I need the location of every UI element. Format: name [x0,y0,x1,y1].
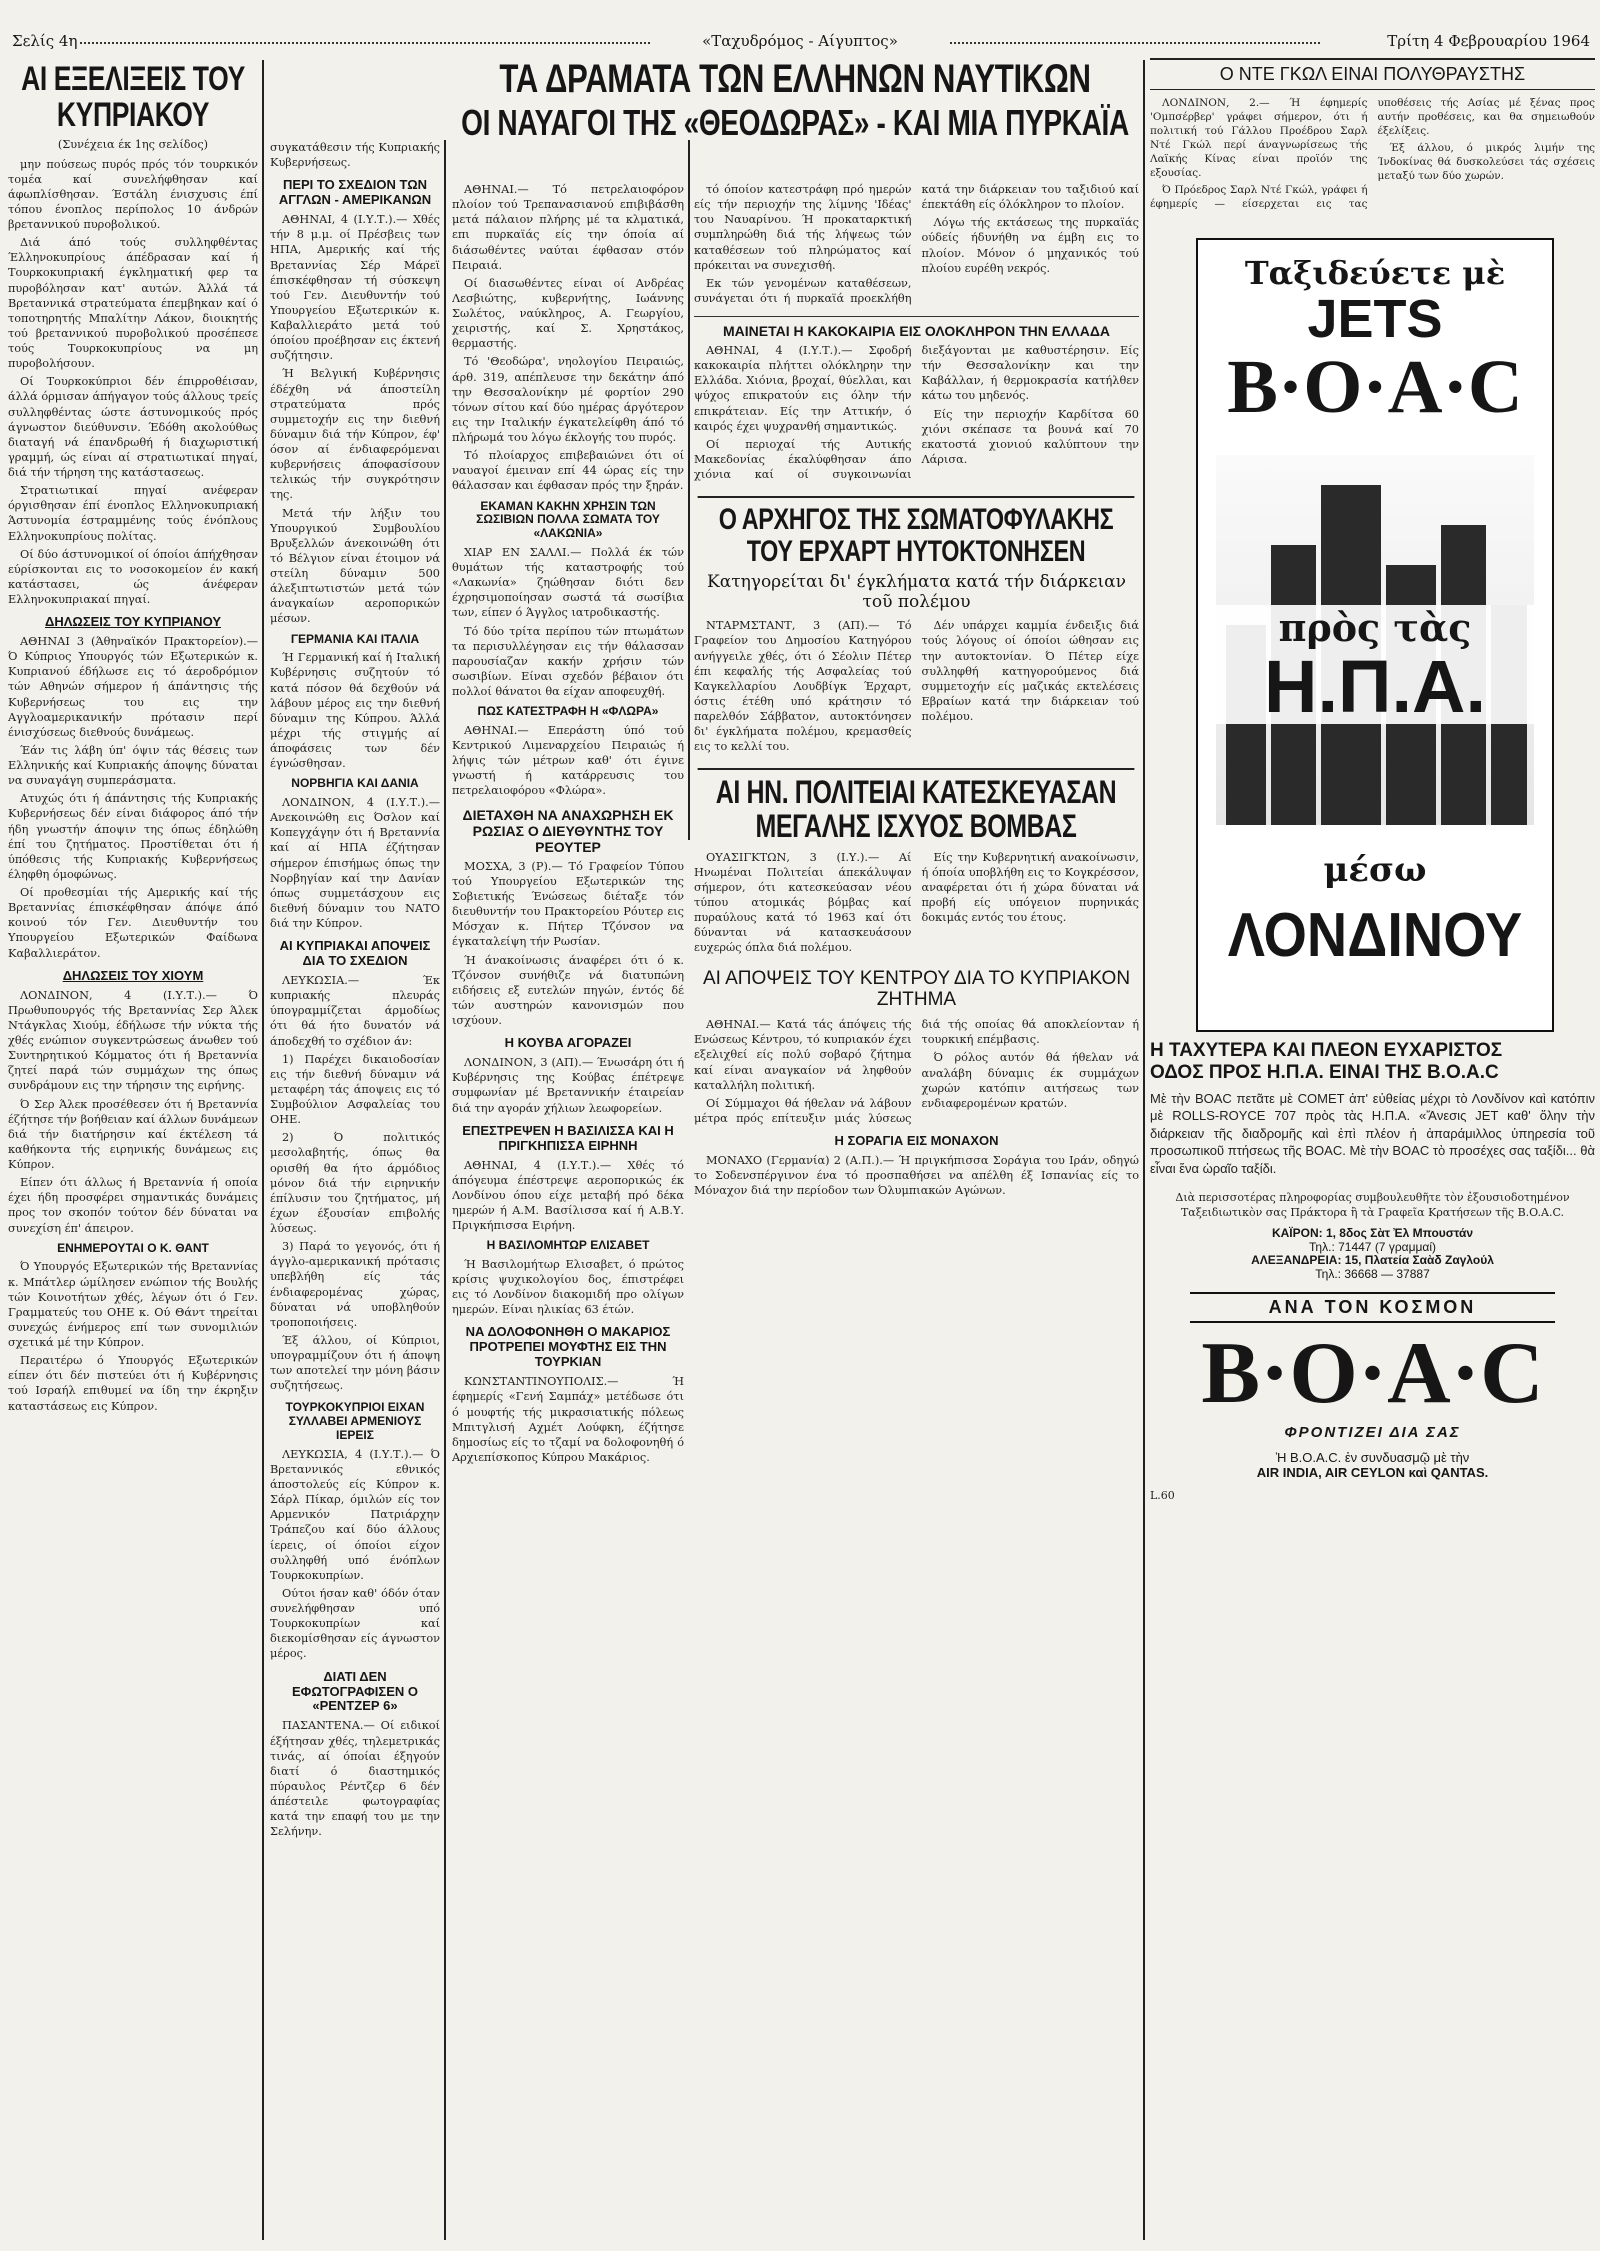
subhead-flora: ΠΩΣ ΚΑΤΕΣΤΡΑΦΗ Η «ΦΛΩΡΑ» [477,704,659,719]
ad2-code: L.60 [1150,1489,1175,1503]
ad2-alex-tel: Τηλ.: 36668 — 37887 [1315,1267,1430,1282]
page-number: Σελίς 4η [12,32,78,50]
bodyguard-deck: Κατηγορείται δι' έγκλήματα κατά τήν διάρκειαν τοῦ πολέμου [707,572,1126,612]
bomb-body: ΟΥΑΣΙΓΚΤΩΝ, 3 (Ι.Υ.).— Αί Ηνωμέναι Πολιτείαι άπεκάλυψαν σήμερον, ότι κατεσκεύασαν νέου τύπου ατομικάς βόμβας καί πυραύλους κατά τό 1963 καί ότι δύνανται νά κατασκευάσουν ευχερώς όπλα διά πολέμου. Είς την Κυβερνητική ανακοίνωσιν, ή όποία υποβλήθη εις το Κογκρέσσον, αναφέρεται ότι ή χώρα δύναται νά προβή είς υπόγειον πυρηνικάς δοκιμάς εντός του έτους. [694,850,1139,955]
ad-boac-logo: B·O·A·C [1227,345,1523,429]
bodyguard-body: ΝΤΑΡΜΣΤΑΝΤ, 3 (ΑΠ).— Τό Γραφείον του Δημοσίου Κατηγόρου ανήγγειλε χθές, ότι ό Σέολιν Πέτερ έπι κεφαλής τής Ασφαλείας τού Καγκελλαρίου Λουδβίγκ Έρχαρτ, όστις έτέθη υπό κράτησιν τό παρελθόν Σάββατον, αυτοκτόνησεν δι' έγκλήματα πολέμου, κρεμασθείς εις το κελλί του. Δέν υπάρχει καμμία ένδειξις διά τούς λόγους οί όποίοι ώθησαν εις την αυτοκτονίαν. Ό Πέτερ είχε συλληφθή κατηγορούμενος διά συμμετοχήν είς μαζικάς εκτελέσεις Εβραίων κατά την διάρκειαν τού πολέμου. [694,619,1139,754]
weather-body: ΑΘΗΝΑΙ, 4 (Ι.Υ.Τ.).— Σφοδρή κακοκαιρία πλήττει ολόκληρην την Ελλάδα. Χιόνια, βροχαί, θύελλαι, και ψύχος επικρατούν εις όλην τήν επικράτειαν. Είς την Αττικήν, ό καιρός έχει ψυχρανθή σημαντικώς. Οί περιοχαί τής Αυτικής Μακεδονίας έκαλύφθησαν άπο χιόνια καί οί συγκοινωνίαι διεξάγονται με καθυστέρησιν. Είς τήν Θεσσαλονίκην και την Καβάλλαν, ή θερμοκρασία κατήλθεν κάτω του μηδενός. Είς την περιοχήν Καρδίτσα 60 χιόνι σκέπασε τα βουνά καί 70 εκατοστά χιονιού καλύπτουν την Λάρισα. [694,344,1139,482]
subhead-thant: ΕΝΗΜΕΡΟΥΤΑΙ Ο Κ. ΘΑΝΤ [57,1240,209,1255]
ad2-boac-logo: B·O·A·C [1201,1324,1544,1422]
makarios-body: ΚΩΝΣΤΑΝΤΙΝΟΥΠΟΛΙΣ.— Ή έφημερίς «Γενή Σαμπάχ» μετέδωσε ότι ό μουφτής τής μικρασιατικής πόλεως Μπιτγλισή Αχμέτ Λούφκη, έζήτησε δημοσίως είς το τζαμί να δολοφονηθή ό Αρχιεπίσκοπος Κύπρου Μακάριος. [452,1375,684,1464]
plan-body: ΑΘΗΝΑΙ, 4 (Ι.Υ.Τ.).— Χθές τήν 8 μ.μ. οί Πρέσβεις των ΗΠΑ, Αμερικής καί τής Βρεταννίας Σέρ Μάρεϊ έπισκέφθησαν τή σύσκεψη τού Γεν. Διευθυντήν τού Υπουργείου Εξωτερικών κ. Καβαλλιεράτο μετά τού όποίου προέβησαν εις έκτενή συζήτησιν. Ή Βελγική Κυβέρνησις έδέχθη νά άποστείλη στρατεύματα πρός συμμετοχήν εις την διεθνή δύναμιν διά τήν Κύπρον, έφ' όσον αί ένδιαφερόμεναι κυβερνήσεις άποφασίσουν τελικώς τήν συγκρότησιν της. Μετά τήν λήξιν του Υπουργικού Συμβουλίου Βρυξελλών άνεκοινώθη ότι τό Βέλγιον είναι έτοιμον νά στείλη δύναμιν 500 άλεξιπτωτιστών μετά τών άναγκαίων αεροπορικών μέσων. [270,213,440,626]
queen-body: ΑΘΗΝΑΙ, 4 (Ι.Υ.Τ.).— Χθές τό άπόγευμα έπέστρεψε αεροπορικώς έκ Λονδίνου όπου είχε μεταβή πρό δέκα ημερών ή Α.Μ. Βασίλισσα καί ή Α.Β.Υ. Πριγκήπισσα Ειρήνη. [452,1158,684,1233]
subhead-soraya: Η ΣΟΡΑΓΙΑ ΕΙΣ ΜΟΝΑΧΟΝ [834,1133,999,1149]
kyprianou-body: ΑΘΗΝΑΙ 3 (Άθηναϊκόν Πρακτορείον).— Ό Κύπριος Υπουργός τών Εξωτερικών κ. Κυπριανού έδήλωσε εις τό άεροδρόμιον τών Αθηνών σήμερον ή άπάντησις τής Κυβερνήσεως του εις την Αγγλοαμερικανικήν πρότασιν περί ένισχύσεως διεθνούς δυνάμεως. Έάν τις λάβη ύπ' όψιν τάς θέσεις των Ελληνικής καί Κυπριακής άποψης δύναται να συναγάγη συμπεράσματα. Ατυχώς ότι ή άπάντησις τής Κυπριακής Κυβερνήσεως δέν είναι διάφορος άπό τήν ήδη γνωστήν άποψιν της όπως έδηλώθη έπί του ζητήματος. Προστίθεται ότι ή ύπόθεσις τής Κυπριακής Κυβερνήσεως έληφθη όμοφώνως. Οί προθεσμίαι τής Αμερικής καί τής Βρεταννίας έπισκέφθησαν άπόψε άπό κοινού τόν Γεν. Διευθυντήν του Υπουργείου Εξωτερικών Φαίδωνα Καβαλλιεράτον. [8,635,258,960]
column-news [694,182,1139,2242]
ad-via-label: μέσω [1323,850,1427,890]
paper-name: «Ταχυδρόμος - Αίγυπτος» [702,32,898,50]
column-plan [270,140,440,2240]
continuation-note: (Συνέχεια έκ 1ης σελίδος) [57,138,209,152]
cyprus-headline: ΑΙ ΕΞΕΛΙΞΕΙΣ ΤΟΥ ΚΥΠΡΙΑΚΟΥ [21,62,245,134]
center-views-headline: ΑΙ ΑΠΟΨΕΙΣ ΤΟΥ ΚΕΝΤΡΟΥ ΔΙΑ ΤΟ ΚΥΠΡΙΑΚΟΝ ΖΗΤΗΜΑ [702,967,1131,1011]
ranger-body: ΠΑΣΑΝΤΕΝΑ.— Οί ειδικοί έξήτησαν χθές, τηλεμετρικάς τινάς, αί όποίαι έξηγούν διατί ό διαστημικός πύραυλος Ρέντζερ 6 δέν άπέστειλε φωτογραφίας κατά την επαφή του με την Σελήνην. [270,1719,440,1839]
cyprus-body: μην πούσεως πυρός πρός τόν τουρκικόν τομέα καί συνελήφθησαν καί άφωπλίσθησαν. Έστάλη ένισχυσις έπί τόπου ένοπλος περίπολος 10 άνδρών βρεταννικού πυροβολικού. Διά άπό τούς συλληφθέντας Έλληνοκυπρίους άπέδρασαν καί ή Τουρκοκυπριακή έγκληματική φερ τα πυροβόλησαν κατ' αυτών. Άλλά τά Βρεταννικά στρατεύματα έπεμβηκαν καί ό τοποτηρητής Μπαλίτην Λάκον, διοικητής τού βρεταννικού πυροβολικού προσέπεσε τούς Τουρκοκυπρίους να μη πυροβολήσουν. Οί Τουρκοκύπριοι δέν έπιρροθέισαν, άλλά όρμισαν άπήγαγον τούς άλλους τρείς συλληφθέντας ώστε άστυνομικούς πρός άγνωστον διεύθυνσιν. Έδόθη ακολούθως διαταγή νά έπανδρωθή ή διαχωριστική γραμμή, ώς είναι αί στρατιωτικαί πηγαί, διά τήν τήρηση της κατάστασεως. Στρατιωτικαί πηγαί ανέφεραν όργισθησαν έπί ένοπλος Ελληνοκυπριακή Άστυνομία έστραμμένης τούς ένόπλους Ελληνοκυπρίους πολίτας. Οί δύο άστυνομικοί οί όποίοι άπήχθησαν εύρίσκονται εις το νοσοκομείον έν κακή κατάστασει, ώς άνέφεραν Ελληνοκυπριακαί πηγαί. [8,157,258,606]
priests-body: ΛΕΥΚΩΣΙΑ, 4 (Ι.Υ.Τ.).— Ό Βρεταννικός εθνικός άποστολεύς είς Κύπρον κ. Σάρλ Πίκαρ, όμιλών είς τον Αρμενικόν Πατριάρχην Τράπεζου καί δύο άλλους ίερεις, οί όποίοι είχον συλληφθή υπό ένόπλων Τουρκοκυπρίων. Ούτοι ήσαν καθ' όδόν όταν συνελήφθησαν υπό Τουρκοκυπρίων καί διεκομίσθησαν είς άγνωστον μέρος. [270,1447,440,1661]
center-views-body: ΑΘΗΝΑΙ.— Κατά τάς άπόψεις τής Ενώσεως Κέντρου, τό κυπριακόν έχει εξελιχθεί είς πολύ σοβαρό ζήτημα καί είναι αναγκαίον νά ληφθούν καταλλήλη πολιτική. Οί Σύμμαχοι θά ήθελαν νά λάβουν μέτρα πρός επίτευξιν μιάς λύσεως διά τής οποίας θά αποκλείονταν ή τουρκική επέμβασις. Ό ρόλος αυτόν θά ήθελαν νά αναλάβη δύναμις έκ συμμάχων χωρών κατόπιν αιτήσεως των ενδιαφερομένων κρατών. [694,1018,1139,1125]
ad-towards: πρὸς τὰς [1278,605,1472,650]
cuba-body: ΛΟΝΔΙΝΟΝ, 3 (ΑΠ).— Ένωσάρη ότι ή Κυβέρνησις της Κούβας έπέτρεψε συμφωνίαν μέ Βρεταννικήν έταιρείαν διά την αγοράν χήλιων λεωφορείων. [452,1056,684,1115]
fire-continuation: τό όποίον κατεστράφη πρό ημερών είς τήν περιοχήν της λίμνης 'Ιδέας' του Ναυαρίνου. Ή προκαταρκτική συμπληρώθη διά τής λήψεως τών καταθέσεων τού πληρώματος καί πρόκειται να συνεχισθή. Εκ τών γενομένων καταθέσεων, συνάγεται ότι ή πυρκαϊά προεκλήθη κατά την διάρκειαν του ταξιδιού καί έπεκτάθη είς όλόκληρον το πλοίον. Λόγω τής εκτάσεως της πυρκαϊάς ούδείς ήδυνήθη να έμβη εις το πλοίον. Μόνον ό μηχανικός τού πλοίου ευρέθη νεκρός. [694,183,1139,305]
views-body: ΛΕΥΚΩΣΙΑ.— Έκ κυπριακής πλευράς ύπογραμμίζεται άρμοδίως ότι θά ήτο δυνατόν νά άποδεχθή το σχέδιον άν: 1) Παρέχει δικαιοδοσίαν εις τήν διεθνή δύναμιν νά μεταφέρη τάς άποψεις εις τό Συμβούλιον Ασφαλείας του ΟΗΕ. 2) Ό πολιτικός μεσολαβητής, όπως θα ορισθή θα ήτο άρμόδιος μόνον διά τήν ειρηνικήν έπίλυσιν του ζητήματος, μή έχων έξουσίαν επιβολής λύσεως. 3) Παρά το γεγονός, ότι ή άγγλο-αμερικανική πρότασις υπεβλήθη είς τάς ένδιαφερομένας χώρας, δύναται νά υποβληθούν τροποποιήσεις. Έξ άλλου, οί Κύπριοι, υπογραμμίζουν ότι ή άποψη των αποτελεί την μόνη βάσιν συζητήσεως. [270,974,440,1393]
header-rule-right [950,42,1320,44]
column-de-gaulle [1150,58,1595,238]
thant-body: Ό Υπουργός Εξωτερικών τής Βρεταννίας κ. Μπάτλερ ώμίλησεν ενώπιον τής Βουλής τών Κοινοτήτων χθές, λέγων ότι ό Γεν. Γραμματεύς του ΟΗΕ κ. Ού Θάντ τηρείται συνεχώς ένήμερος επί των συνομιλιών σχετικά μέ την Κύπρον. Περαιτέρω ό Υπουργός Εξωτερικών είπεν ότι δέν πιστεύει ότι ή Κυβέρνησις τού Ισραήλ επιθυμεί να ίδη την έκρηξιν καταστάσεως εις Κύπρον. [8,1260,258,1413]
bodyguard-headline: Ο ΑΡΧΗΓΟΣ ΤΗΣ ΣΩΜΑΤΟΦΥΛΑΚΗΣ ΤΟΥ ΕΡΧΑΡΤ ΗΥΤΟΚΤΟΝΗΣΕΝ [698,496,1135,567]
ad-travel-line: Ταξιδεύετε μὲ [1244,254,1506,292]
ad2-cairo: ΚΑΪΡΟΝ: 1, 8δος Σὰτ Ἐλ Μπουστάν [1271,1225,1474,1240]
ad2-cairo-tel: Τηλ.: 71447 (7 γραμμαί) [1308,1239,1437,1254]
subhead-queen-return: ΕΠΕΣΤΡΕΨΕΝ Η ΒΑΣΙΛΙΣΣΑ ΚΑΙ Η ΠΡΙΓΚΗΠΙΣΣΑ ΕΙΡΗΝΗ [462,1122,674,1153]
subhead-home: ΔΗΛΩΣΕΙΣ ΤΟΥ ΧΙΟΥΜ [62,967,204,983]
column-shipwreck [452,182,684,2242]
subhead-norway-denmark: ΝΟΡΒΗΓΙΑ ΚΑΙ ΔΑΝΙΑ [291,776,419,791]
column-cyprus [8,62,258,2242]
boac-copy [1150,1040,1595,2240]
theodora-headline: ΟΙ ΝΑΥΑΓΟΙ ΤΗΣ «ΘΕΟΔΩΡΑΣ» - ΚΑΙ ΜΙΑ ΠΥΡΚΑΪΑ [461,102,1129,138]
ad-london: ΛΟΝΔΙΝΟΥ [1227,901,1523,970]
reuter-body: ΜΟΣΧΑ, 3 (Ρ).— Τό Γραφείον Τύπου τού Υπουργείου Εξωτερικών της Σοβιετικής Ένώσεως διέταξε τόν διευθυντήν του Πρακτορείου Ρόυτερ εις Μόσχαν κ. Πήτερ Τζόνσον να έγκαταλείψη τήν Ρωσίαν. Ή άνακοίνωσις άναφέρει ότι ό κ. Τζόνσον συνήθιζε νά διατυπώνη ειδήσεις εξ ευτελών πηγών, έντός δέ τών αυστηρών κανονισμών που ισχύουν. [452,859,684,1028]
ad2-tagline: ΦΡΟΝΤΙΖΕΙ ΔΙΑ ΣΑΣ [1284,1423,1461,1441]
germany-body: Ή Γερμανική καί ή Ιταλική Κυβέρνησις συζητούν τό κατά πόσον θά δεχθούν νά λάβουν μέρος εις την διεθνή δύναμιν της Κύπρου. Άλλά μέχρι τής στιγμής αί άποφάσεις των δέν έγνώσθησαν. [270,651,440,771]
subhead-kyprianou: ΔΗΛΩΣΕΙΣ ΤΟΥ ΚΥΠΡΙΑΝΟΥ [45,614,221,630]
ad-usa: Η.Π.Α. [1264,645,1486,728]
column-rule-3 [688,140,690,840]
ad2-headline-1: Η ΤΑΧΥΤΕΡΑ ΚΑΙ ΠΛΕΟΝ ΕΥΧΑΡΙΣΤΟΣ [1150,1040,1503,1061]
header-rule-left [80,42,650,44]
soraya-body: ΜΟΝΑΧΟ (Γερμανία) 2 (Α.Π.).— Ή πριγκήπισσα Σοράγια του Ιράν, οδηγώ το Σοδενσπέργινον ένα τό προσπαθήσει να απέλθη έξ Ισπανίας είς το Μόναχον διά την περίοδον των Όλυμπιακών Αγώνων. [694,1154,1139,1198]
norway-body: ΛΟΝΔΙΝΟΝ, 4 (Ι.Υ.Τ.).— Ανεκοινώθη εις Όσλον καί Κοπεγχάγην ότι ή Βρεταννία καί αί ΗΠΑ έζήτησαν σήμερον έπισήμως όπως την Νορβηγίαν καί την Δανίαν όπως συμμετάσχουν εις διεθνή δύναμιν του ΝΑΤΟ διά την Κύπρον. [270,796,440,931]
subhead-lakonia: ΕΚΑΜΑΝ ΚΑΚΗΝ ΧΡΗΣΙΝ ΤΩΝ ΣΩΣΙΒΙΩΝ ΠΟΛΛΑ ΣΩΜΑΤΑ ΤΟΥ «ΛΑΚΩΝΙΑ» [476,498,660,541]
sailors-banner-block [450,58,1140,138]
subhead-armenian-priests: ΤΟΥΡΚΟΚΥΠΡΙΟΙ ΕΙΧΑΝ ΣΥΛΛΑΒΕΙ ΑΡΜΕΝΙΟΥΣ ΙΕΡΕΙΣ [285,1400,425,1443]
ad2-info: Διὰ περισσοτέρας πληροφορίας συμβουλευθῆτε τὸν ἐξουσιοδοτημένον Ταξειδιωτικὸν σας Πράκτορα ἢ τὰ Γραφεῖα Κρατήσεων τῆς B.O.A.C. [1175,1191,1570,1220]
boac-advert [1196,238,1554,1032]
column-rule-2 [444,140,446,2240]
ad2-headline-2: ΟΔΟΣ ΠΡΟΣ Η.Π.Α. ΕΙΝΑΙ ΤΗΣ B.O.A.C [1150,1061,1499,1083]
subhead-cuba: Η ΚΟΥΒΑ ΑΓΟΡΑΖΕΙ [504,1035,632,1051]
flora-body: ΑΘΗΝΑΙ.— Επεράστη ύπό τού Κεντρικού Λιμεναρχείου Πειραιώς ή λήψις τών μέτρων καθ' ότι έγινε γνωστή ή κατάρρευσις του πετρελαιοφόρου «Φλώρα». [452,723,684,798]
home-body: ΛΟΝΔΙΝΟΝ, 4 (Ι.Υ.Τ.).— Ό Πρωθυπουργός τής Βρεταννίας Σερ Άλεκ Ντάγκλας Χιούμ, έδήλωσε τήν νύκτα τής χθές ενώπιον συγκεντρώσεως άνωθεν τού Συντηρητικού Κόμματος ότι ή Βρεταννία ζητεί παρά τών συμμάχων της όπως συνδράμουν εις την τήρησιν της ειρήνης. Ό Σερ Άλεκ προσέθεσεν ότι ή Βρεταννία έζήτησε τήν βοήθειαν καί άλλων δυνάμεων διά τήν διατήρησιν καί έκτέλεση τά καθήκοντα τής ειρηνικής δυνάμεως εις Κύπρον. Είπεν ότι άλλως ή Βρεταννία ή οποία έχει ήδη προσφέρει σημαντικάς δυνάμεις προς τον σκοπόν τούτον δέν δύναται να συνεχίση έπ' άπειρον. [8,988,258,1235]
ad-city-illustration [1216,455,1534,825]
de-gaulle-body: ΛΟΝΔΙΝΟΝ, 2.— Ή έφημερίς 'Ομπσέρβερ' γράφει σήμερον, ότι ή πολιτική τού Γάλλου Προέδρου Σαρλ Ντέ Γκώλ περί άναγνωρίσεως τής Λαϊκής Κίνας είναι προϊόν της εξουσίας. Ό Πρόεδρος Σαρλ Ντέ Γκώλ, γράφει ή έφημερίς — είσερχεται εις τας υποθέσεις τής Ασίας μέ ξένας προς αυτήν προθέσεις, και θα σημειωθούν έξελίξεις. Έξ άλλου, ό μικρός λιμήν της Ίνδοκίνας θά δυσκολεύσει τάς σχέσεις μεταξύ των δύο χωρών. [1150,96,1595,211]
ad2-alex: ΑΛΕΞΑΝΔΡΕΙΑ: 15, Πλατεία Σαὰδ Ζαγλούλ [1251,1253,1494,1268]
subhead-bad-weather: ΜΑΙΝΕΤΑΙ Η ΚΑΚΟΚΑΙΡΙΑ ΕΙΣ ΟΛΟΚΛΗΡΟΝ ΤΗΝ ΕΛΛΑΔΑ [694,316,1139,339]
ad2-world: ΑΝΑ ΤΟΝ ΚΟΣΜΟΝ [1190,1292,1555,1323]
issue-date: Τρίτη 4 Φεβρουαρίου 1964 [1387,32,1590,50]
column-rule-4 [1143,60,1145,2240]
subhead-makarios: ΝΑ ΔΟΛΟΦΟΝΗΘΗ Ο ΜΑΚΑΡΙΟΣ ΠΡΟΤΡΕΠΕΙ ΜΟΥΦΤΗΣ ΕΙΣ ΤΗΝ ΤΟΥΡΚΙΑΝ [465,1324,671,1370]
queen-mother-body: Ή Βασιλομήτωρ Ελισαβετ, ό πρώτος κρίσις ψυχικολογίου δος, έπιστρέφει εις τό Λονδίνον διακομιδή προ ολίγων ημερών. Είναι ηλικίας 63 έτών. [452,1257,684,1317]
subhead-plan: ΠΕΡΙ ΤΟ ΣΧΕΔΙΟΝ ΤΩΝ ΑΓΓΛΩΝ - ΑΜΕΡΙΚΑΝΩΝ [278,177,432,208]
ad-jets: JETS [1307,289,1443,349]
subhead-reuter: ΔΙΕΤΑΧΘΗ ΝΑ ΑΝΑΧΩΡΗΣΗ ΕΚ ΡΩΣΙΑΣ Ο ΔΙΕΥΘΥΝΤΗΣ ΤΟΥ ΡΕΟΥΤΕΡ [462,806,674,855]
bomb-headline: ΑΙ ΗΝ. ΠΟΛΙΤΕΙΑΙ ΚΑΤΕΣΚΕΥΑΣΑΝ ΜΕΓΑΛΗΣ ΙΣΧΥΟΣ ΒΟΜΒΑΣ [698,768,1135,843]
theodora-body: ΑΘΗΝΑΙ.— Τό πετρελαιοφόρον πλοίον τού Τρεπανασιανού επιβιβάσθη μετά πάλαιον πλήρης μέ τα κλματικά, επι πυρκαϊάς είς την όποία αί διάσωθέντες ναύται έφθασαν στόν Πειραιά. Οί διασωθέντες είναι οί Ανδρέας Λεσβιώτης, κυβερνήτης, Ιωάννης Σωλέτος, ναύκληρος, Α. Γεωργίου, χειριστής, καί Σ. Χρηστάκος, θερμαστής. Τό 'Θεοδώρα', νηολογίου Πειραιώς, άρθ. 319, απέπλευσε την δεκάτην άπό την Θεσσαλονίκην μέ φορτίον 290 τόνων σίτου καί δύο ημέρας άργότερον εις την Ιταλικήν έγκατελείφθη άπό τό πλήρωμά του λόγω έκλογής του πυρός. Τό πλοίαρχος επιβεβαιώνει ότι οί ναυαγοί έμειναν επί 44 ώρας είς την θάλασσαν και έφθασαν πρός την ξηράν. [452,183,684,493]
subhead-ranger: ΔΙΑΤΙ ΔΕΝ ΕΦΩΤΟΓΡΑΦΙΣΕΝ Ο «ΡΕΝΤΖΕΡ 6» [291,1668,418,1714]
continuation-text: συγκατάθεσιν τής Κυπριακής Κυβερνήσεως. [270,141,440,170]
column-rule-1 [262,60,264,2240]
subhead-germany-italy: ΓΕΡΜΑΝΙΑ ΚΑΙ ΙΤΑΛΙΑ [290,631,420,646]
ad2-footer-1: Ἡ B.O.A.C. ἐν συνδυασμῷ μὲ τὴν [1275,1450,1470,1466]
de-gaulle-headline: Ο ΝΤΕ ΓΚΩΛ ΕΙΝΑΙ ΠΟΛΥΘΡΑΥΣΤΗΣ [1150,58,1595,90]
lakonia-body: ΧΙΑΡ ΕΝ ΣΑΛΛΙ.— Πολλά έκ τών θυμάτων τής καταστροφής τού «Λακωνία» ζηώθησαν διότι δεν έχρησιμοποίησαν σωστά τά σωσίβια των, είπεν ό Άγγλος ιατροδικαστής. Τό δύο τρίτα περίπου τών πτωμάτων τα περισυλλέγησαν εις τήν θάλασσαν παρουσίαζαν κακήν χρήσιν τών σωσιβίων. Είναι σχεδόν βέβαιον ότι πολλοί θάνατοι θα είχαν αποφευχθή. [452,545,684,699]
ad2-footer-2: AIR INDIA, AIR CEYLON καὶ QANTAS. [1256,1465,1489,1481]
ad2-body: Μὲ τὴν BOAC πετᾶτε μὲ COMET ἀπ' εὐθείας μέχρι τὸ Λονδίνον καὶ κατόπιν μὲ ROLLS-ROYCE 707 πρὸς τὰς Η.Π.Α. «Ἄνεσις JET καθ' ὅλην τὴν διάρκειαν τῆς διαδρομῆς καὶ ἐπὶ πλέον ἡ ἀπαράμιλλος ὑπηρεσία τοῦ προσωπικοῦ πτήσεως τῆς BOAC. Μὲ τὴν BOAC τὸ προσέχες σας ταξίδι... θὰ εἶναι ἕνα ὡραῖο ταξίδι. [1150,1090,1595,1176]
subhead-cypriot-views: ΑΙ ΚΥΠΡΙΑΚΑΙ ΑΠΟΨΕΙΣ ΔΙΑ ΤΟ ΣΧΕΔΙΟΝ [279,938,431,969]
subhead-queen-mother: Η ΒΑΣΙΛΟΜΗΤΩΡ ΕΛΙΣΑΒΕΤ [486,1238,650,1253]
sailors-banner: ΤΑ ΔΡΑΜΑΤΑ ΤΩΝ ΕΛΛΗΝΩΝ ΝΑΥΤΙΚΩΝ [499,58,1091,101]
